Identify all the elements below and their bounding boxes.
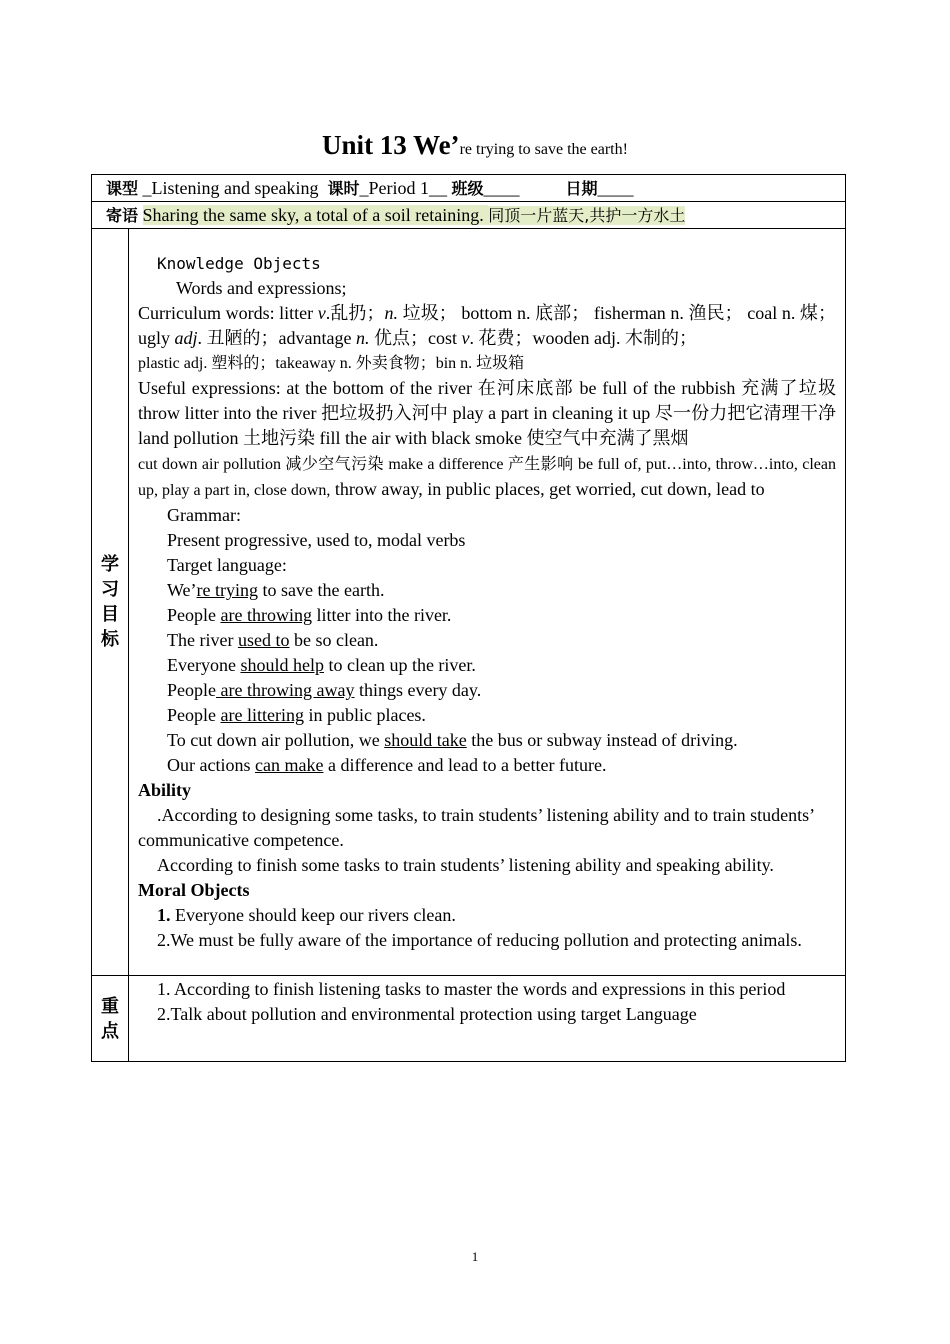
motto-english: Sharing the same sky, a total of a soil retaining. [142, 205, 484, 225]
target-sentence: People are littering in public places. [167, 705, 426, 725]
page-number: 1 [471, 1249, 479, 1264]
target-sentence: People are throwing away things every day. [167, 680, 482, 700]
key-points-side-label: 重 点 [92, 976, 129, 1062]
moral-heading: Moral Objects [138, 880, 250, 900]
ability-item-1: .According to designing some tasks, to train students’ listening ability and to train students’ communicative competence. [138, 805, 814, 850]
curriculum-words: Curriculum words: litter v.乱扔；n. 垃圾； bottom n. 底部； fisherman n. 渔民； coal n. 煤；ugly adj. 丑陋的；advantage n. 优点；cost v. 花费；wooden adj. 木制的； [138, 303, 836, 348]
objectives-side-label: 学 习 目 标 [92, 229, 129, 976]
useful-expressions-more: cut down air pollution 减少空气污染 make a difference 产生影响 be full of, put…into, throw…into, clean up, play a part in, close down, throw away, in public places, get worried, cut down, lead to [138, 456, 836, 499]
document-title [0, 130, 950, 161]
period-label: 课时 [327, 179, 360, 198]
lesson-plan-table [91, 174, 846, 1062]
motto-chinese: 同顶一片蓝天,共护一方水土 [488, 206, 686, 225]
key-points-row [92, 976, 846, 1062]
target-sentence: Everyone should help to clean up the river. [167, 655, 476, 675]
title-sub: re trying to save the earth! [459, 141, 628, 158]
class-blank: ____ [483, 178, 520, 198]
target-language-heading: Target language: [167, 555, 287, 575]
key-point-item: 2.Talk about pollution and environmental protection using target Language [157, 1004, 697, 1024]
motto-cell [92, 202, 846, 229]
ability-item-2: According to finish some tasks to train students’ listening ability and speaking ability. [157, 855, 774, 875]
header-row [92, 175, 846, 202]
moral-item-1: 1. Everyone should keep our rivers clean. [157, 905, 456, 925]
motto-label: 寄语 [106, 206, 139, 225]
lesson-type-value: _Listening and speaking [138, 178, 328, 198]
key-points-content [129, 976, 846, 1062]
period-value: _Period 1__ [359, 178, 452, 198]
target-sentence: Our actions can make a difference and lead to a better future. [167, 755, 607, 775]
lesson-type-label: 课型 [106, 179, 139, 198]
header-cell [92, 175, 846, 202]
words-heading: Words and expressions; [176, 278, 347, 298]
target-sentence: We’re trying to save the earth. [167, 580, 385, 600]
title-main: Unit 13 We’ [322, 130, 460, 160]
moral-item-2: 2.We must be fully aware of the importance of reducing pollution and protecting animals. [157, 930, 802, 950]
grammar-text: Present progressive, used to, modal verbs [167, 530, 466, 550]
ability-heading: Ability [138, 780, 192, 800]
useful-expressions: Useful expressions: at the bottom of the river 在河床底部 be full of the rubbish 充满了垃圾 throw litter into the river 把垃圾扔入河中 play a part in cleaning it up 尽一份力把它清理干净 land pollution 土地污染 fill the air with black smoke 使空气中充满了黑烟 [138, 378, 836, 448]
date-label: 日期 [565, 179, 598, 198]
objectives-content [129, 229, 846, 976]
target-sentence: The river used to be so clean. [167, 630, 379, 650]
motto-row [92, 202, 846, 229]
grammar-heading: Grammar: [167, 505, 241, 525]
objectives-row [92, 229, 846, 976]
target-sentence: People are throwing litter into the river. [167, 605, 452, 625]
target-sentence: To cut down air pollution, we should take the bus or subway instead of driving. [167, 730, 738, 750]
date-blank: ____ [597, 178, 634, 198]
key-point-item: 1. According to finish listening tasks to master the words and expressions in this period [157, 979, 786, 999]
curriculum-words-small: plastic adj. 塑料的；takeaway n. 外卖食物；bin n. 垃圾箱 [138, 355, 525, 372]
class-label: 班级 [451, 179, 484, 198]
knowledge-heading: Knowledge Objects [157, 254, 321, 273]
